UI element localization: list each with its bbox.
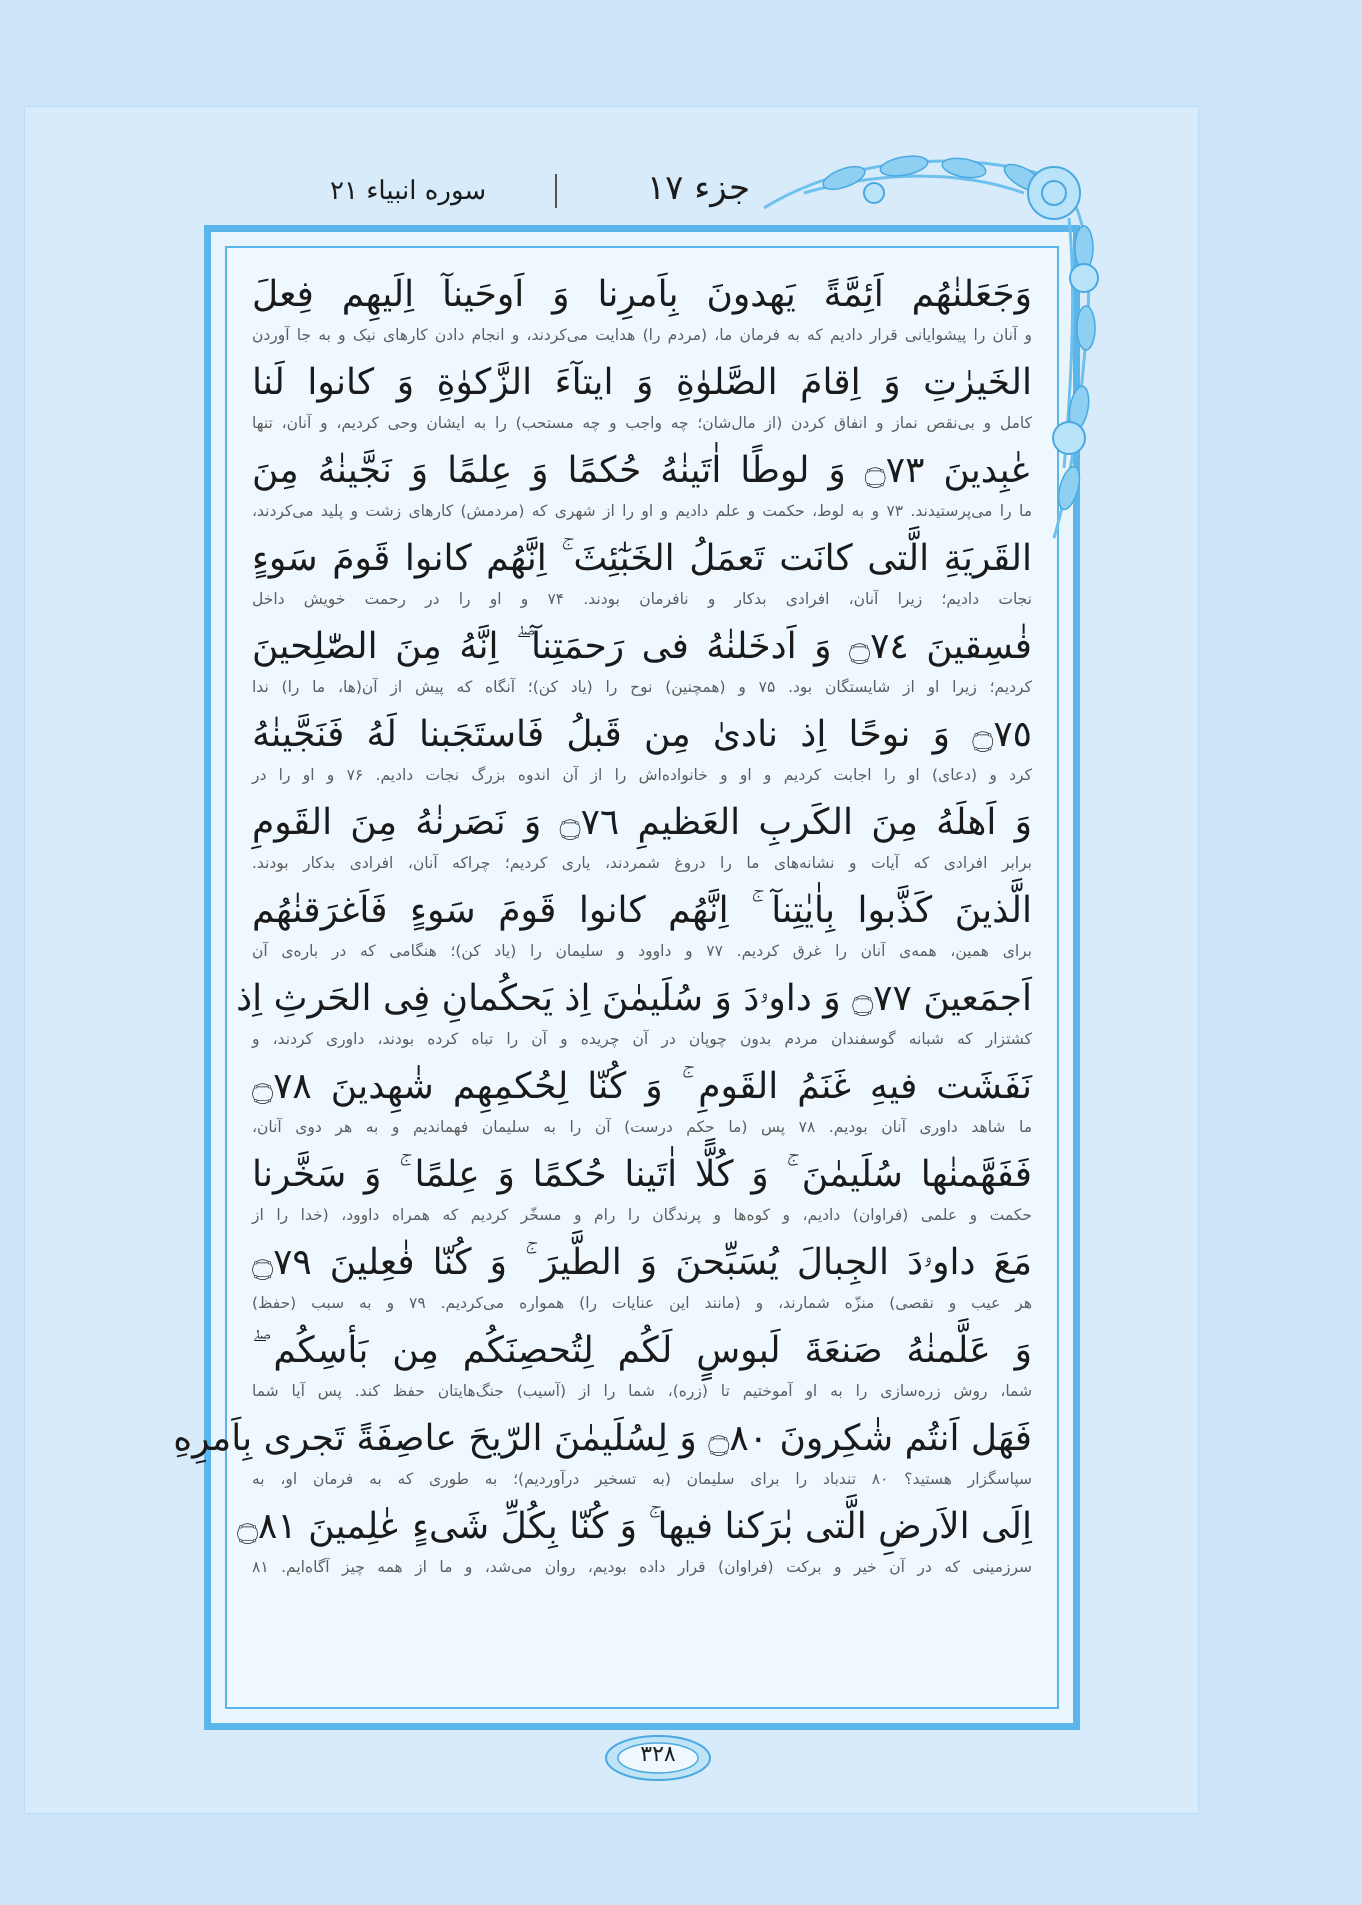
- arabic-verse-text: عٰبِدينَ ۝٧٣ وَ لوطًا اٰتَينٰهُ حُكمًا وَ عِلمًا وَ نَجَّينٰهُ مِنَ: [252, 450, 1032, 491]
- persian-translation-text: حکمت و علمی (فراوان) دادیم، و کوه‌ها و پرندگان را رام و مسخّر کردیم که همراه داوود، (خدا را از: [252, 1206, 1032, 1224]
- arabic-verse-text: الخَيرٰتِ وَ اِقامَ الصَّلوٰةِ وَ ايتآءَ الزَّكوٰةِ وَ كانوا لَنا: [252, 362, 1032, 403]
- persian-translation-text: هر عیب و نقصی) منزّه شمارند، و (مانند این عنایات را) همواره می‌کردیم. ۷۹ و به سبب (حفظ): [252, 1294, 1032, 1312]
- verse-line: [252, 268, 1032, 356]
- arabic-verse-text: فٰسِقينَ ۝٧٤ وَ اَدخَلنٰهُ فى رَحمَتِنآ ۖ اِنَّهُ مِنَ الصّٰلِحينَ: [252, 626, 1032, 667]
- verse-line: [252, 1148, 1032, 1236]
- arabic-verse-text: الَّذينَ كَذَّبوا بِاٰيٰتِنآ ۚ اِنَّهُم كانوا قَومَ سَوءٍ فَاَغرَقنٰهُم: [252, 890, 1032, 931]
- persian-translation-text: کردیم؛ زیرا او از شایستگان بود. ۷۵ و (همچنین) نوح را (یاد کن)؛ آنگاه که پیش از آن(ها، ما را) ندا: [252, 678, 1032, 696]
- surah-label: سوره انبیاء ۲۱: [330, 176, 487, 206]
- persian-translation-text: برای همین، همه‌ی آنان را غرق کردیم. ۷۷ و داوود و سلیمان را (یاد کن)؛ هنگامی که در باره‌ی آن: [252, 942, 1032, 960]
- page-number: ۳۲۸: [640, 1742, 676, 1767]
- verse-line: [173, 1412, 1033, 1500]
- persian-translation-text: و آنان را پیشوایانی قرار دادیم که به فرمان ما، (مردم را) هدایت می‌کردند، و انجام دادن کارهای نیک و به جا آوردن: [252, 326, 1032, 344]
- verse-line: [252, 444, 1032, 532]
- arabic-verse-text: اَجمَعينَ ۝٧٧ وَ داوۥدَ وَ سُلَيمٰنَ اِذ يَحكُمانِ فِى الحَرثِ اِذ: [236, 978, 1032, 1019]
- persian-translation-text: سرزمینی که در آن خیر و برکت (فراوان) قرار داده بودیم، روان می‌شد، و ما از همه چیز آگاه‌ایم. ۸۱: [252, 1558, 1032, 1576]
- verse-line: [252, 708, 1032, 796]
- verse-line: [252, 1324, 1032, 1412]
- verse-line: [252, 356, 1032, 444]
- arabic-verse-text: اِلَى الاَرضِ الَّتى بٰرَكنا فيها ۚ وَ كُنّا بِكُلِّ شَىءٍ عٰلِمينَ ۝٨١: [236, 1506, 1032, 1547]
- persian-translation-text: ما را می‌پرستیدند. ۷۳ و به لوط، حکمت و علم دادیم و او را از شهری که (مردمش) کارهای زشت و پلید می‌کردند،: [252, 502, 1033, 520]
- arabic-verse-text: نَفَشَت فيهِ غَنَمُ القَومِ ۚ وَ كُنّا لِحُكمِهِم شٰهِدينَ ۝٧٨: [252, 1066, 1032, 1107]
- persian-translation-text: نجات دادیم؛ زیرا آنان، افرادی بدکار و نافرمان بودند. ۷۴ و او را در رحمت خویش داخل: [252, 590, 1032, 608]
- arabic-verse-text: فَهَل اَنتُم شٰكِرونَ ۝٨٠ وَ لِسُلَيمٰنَ الرّيحَ عاصِفَةً تَجرى بِاَمرِهِ: [173, 1418, 1032, 1459]
- persian-translation-text: شما، روش زره‌سازی را به او آموختیم تا (زره)، شما را از (آسیب) جنگ‌هایتان حفظ کند. پس آیا شما: [252, 1382, 1032, 1400]
- persian-translation-text: کرد و (دعای) او را اجابت کردیم و او و خانواده‌اش را از آن اندوه بزرگ نجات دادیم. ۷۶ و او را در: [252, 766, 1032, 784]
- persian-translation-text: کامل و بی‌نقص نماز و انفاق کردن (از مال‌شان؛ چه واجب و چه مستحب) را به ایشان وحی کردیم، و آنان، تنها: [252, 414, 1032, 432]
- verse-line: [252, 1236, 1032, 1324]
- persian-translation-text: برابر افرادی که آیات و نشانه‌های ما را دروغ شمردند، یاری کردیم؛ چراکه آنان، افرادی بدکار بودند.: [252, 854, 1032, 872]
- verse-line: [252, 532, 1032, 620]
- arabic-verse-text: وَجَعَلنٰهُم اَئِمَّةً يَهدونَ بِاَمرِنا وَ اَوحَينآ اِلَيهِم فِعلَ: [252, 274, 1032, 315]
- arabic-verse-text: فَفَهَّمنٰها سُلَيمٰنَ ۚ وَ كُلًّا اٰتَينا حُكمًا وَ عِلمًا ۚ وَ سَخَّرنا: [252, 1154, 1032, 1195]
- page-header: [330, 168, 750, 216]
- persian-translation-text: ما شاهد داوری آنان بودیم. ۷۸ پس (ما حکم درست) آن را به سلیمان فهماندیم و به هر دوی آنان،: [252, 1118, 1033, 1136]
- arabic-verse-text: وَ اَهلَهُ مِنَ الكَربِ العَظيمِ ۝٧٦ وَ نَصَرنٰهُ مِنَ القَومِ: [252, 802, 1032, 843]
- verse-line: [252, 884, 1032, 972]
- arabic-verse-text: ۝٧٥ وَ نوحًا اِذ نادىٰ مِن قَبلُ فَاستَجَبنا لَهُ فَنَجَّينٰهُ: [252, 714, 1032, 755]
- verse-line: [252, 1060, 1032, 1148]
- verse-line: [252, 796, 1032, 884]
- verse-line: [236, 1500, 1032, 1588]
- header-divider: [555, 174, 557, 208]
- arabic-verse-text: مَعَ داوۥدَ الجِبالَ يُسَبِّحنَ وَ الطَّيرَ ۚ وَ كُنّا فٰعِلينَ ۝٧٩: [252, 1242, 1032, 1283]
- verse-line: [236, 972, 1032, 1060]
- arabic-verse-text: القَريَةِ الَّتى كانَت تَعمَلُ الخَبٰٓئِثَ ۚ اِنَّهُم كانوا قَومَ سَوءٍ: [252, 538, 1032, 579]
- persian-translation-text: کشتزار که شبانه گوسفندان مردم بدون چوپان در آن چریده و آن را تباه کرده بودند، داوری کردند، و: [252, 1030, 1032, 1048]
- verse-line: [252, 620, 1032, 708]
- persian-translation-text: سپاسگزار هستید؟ ۸۰ تندباد را برای سلیمان (به تسخیر درآوردیم)؛ به طوری که به فرمان او، به: [252, 1470, 1033, 1488]
- arabic-verse-text: وَ عَلَّمنٰهُ صَنعَةَ لَبوسٍ لَكُم لِتُحصِنَكُم مِن بَأسِكُم ۖ: [252, 1330, 1032, 1371]
- juz-label: جزء ۱۷: [646, 168, 750, 208]
- quran-text-body: [173, 268, 1033, 1588]
